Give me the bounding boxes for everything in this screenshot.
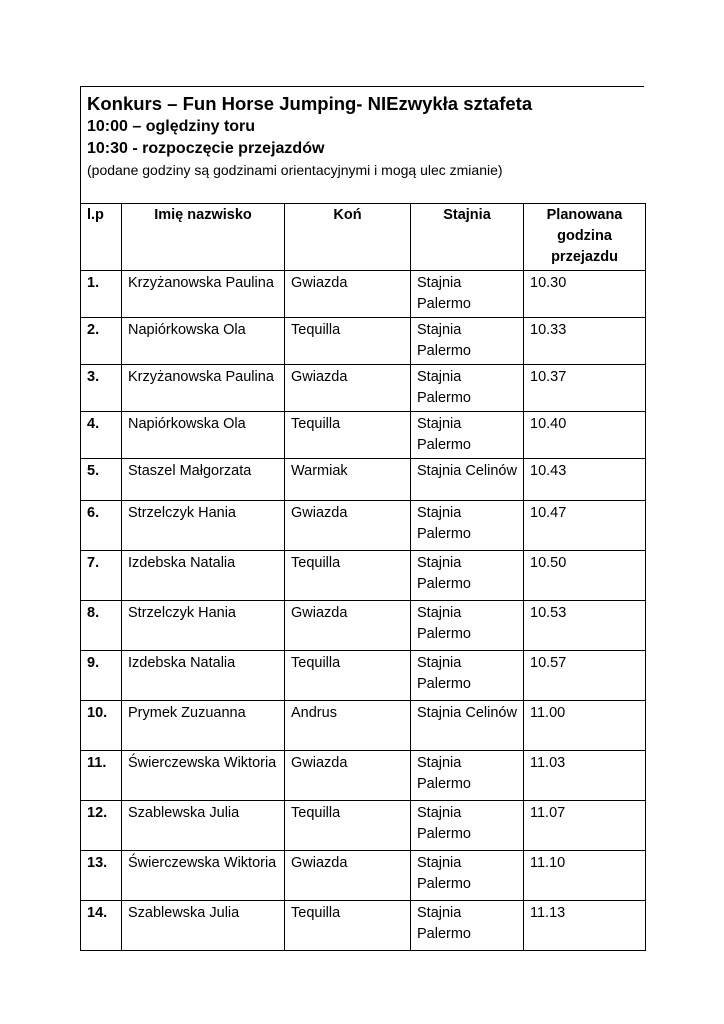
horse-name: Tequilla <box>285 551 411 601</box>
row-number: 10. <box>81 701 122 751</box>
horse-name: Gwiazda <box>285 365 411 412</box>
horse-name: Tequilla <box>285 318 411 365</box>
table-row <box>81 412 646 459</box>
row-number: 7. <box>81 551 122 601</box>
horse-name: Gwiazda <box>285 601 411 651</box>
stable-name: Stajnia Celinów <box>411 701 524 751</box>
stable-name: Stajnia Palermo <box>411 601 524 651</box>
rider-name: Prymek Zuzuanna <box>122 701 285 751</box>
stable-name: Stajnia Palermo <box>411 318 524 365</box>
stable-name: Stajnia Palermo <box>411 412 524 459</box>
table-row <box>81 365 646 412</box>
rider-name: Szablewska Julia <box>122 801 285 851</box>
stable-name: Stajnia Palermo <box>411 851 524 901</box>
row-number: 4. <box>81 412 122 459</box>
rider-name: Izdebska Natalia <box>122 551 285 601</box>
planned-time: 10.47 <box>524 501 646 551</box>
rider-name: Krzyżanowska Paulina <box>122 365 285 412</box>
horse-name: Tequilla <box>285 801 411 851</box>
rider-name: Strzelczyk Hania <box>122 601 285 651</box>
horse-name: Gwiazda <box>285 501 411 551</box>
horse-name: Tequilla <box>285 412 411 459</box>
row-number: 1. <box>81 271 122 318</box>
column-header-name: Imię nazwisko <box>122 204 285 271</box>
planned-time: 11.00 <box>524 701 646 751</box>
planned-time: 11.03 <box>524 751 646 801</box>
stable-name: Stajnia Palermo <box>411 501 524 551</box>
column-header-time-line: Planowana <box>546 207 623 223</box>
column-header-time-line: przejazdu <box>551 249 618 265</box>
row-number: 3. <box>81 365 122 412</box>
stable-name: Stajnia Celinów <box>411 459 524 501</box>
horse-name: Gwiazda <box>285 851 411 901</box>
row-number: 8. <box>81 601 122 651</box>
start-time: 10:30 - rozpoczęcie przejazdów <box>87 140 325 157</box>
planned-time: 11.13 <box>524 901 646 951</box>
table-row <box>81 751 646 801</box>
column-header-time-line: godzina <box>557 228 612 244</box>
planned-time: 10.40 <box>524 412 646 459</box>
row-number: 14. <box>81 901 122 951</box>
stable-name: Stajnia Palermo <box>411 651 524 701</box>
table-row <box>81 801 646 851</box>
schedule-table <box>80 203 646 951</box>
stable-name: Stajnia Palermo <box>411 365 524 412</box>
table-row <box>81 459 646 501</box>
table-row <box>81 701 646 751</box>
planned-time: 10.53 <box>524 601 646 651</box>
table-header-row <box>81 204 646 271</box>
column-header-lp: l.p <box>81 204 122 271</box>
stable-name: Stajnia Palermo <box>411 551 524 601</box>
rider-name: Strzelczyk Hania <box>122 501 285 551</box>
rider-name: Izdebska Natalia <box>122 651 285 701</box>
column-header-horse: Koń <box>285 204 411 271</box>
row-number: 2. <box>81 318 122 365</box>
stable-name: Stajnia Palermo <box>411 801 524 851</box>
table-row <box>81 271 646 318</box>
table-row <box>81 601 646 651</box>
stable-name: Stajnia Palermo <box>411 271 524 318</box>
inspection-time: 10:00 – oględziny toru <box>87 118 256 135</box>
horse-name: Gwiazda <box>285 271 411 318</box>
rider-name: Napiórkowska Ola <box>122 318 285 365</box>
column-header-time <box>524 204 646 271</box>
planned-time: 10.30 <box>524 271 646 318</box>
event-title: Konkurs – Fun Horse Jumping- NIEzwykła sztafeta <box>87 93 533 114</box>
planned-time: 10.57 <box>524 651 646 701</box>
table-row <box>81 551 646 601</box>
horse-name: Andrus <box>285 701 411 751</box>
rider-name: Świerczewska Wiktoria <box>122 751 285 801</box>
rider-name: Krzyżanowska Paulina <box>122 271 285 318</box>
rider-name: Szablewska Julia <box>122 901 285 951</box>
planned-time: 10.33 <box>524 318 646 365</box>
planned-time: 10.37 <box>524 365 646 412</box>
table-row <box>81 901 646 951</box>
horse-name: Warmiak <box>285 459 411 501</box>
planned-time: 11.07 <box>524 801 646 851</box>
table-row <box>81 851 646 901</box>
planned-time: 10.43 <box>524 459 646 501</box>
row-number: 11. <box>81 751 122 801</box>
stable-name: Stajnia Palermo <box>411 901 524 951</box>
table-row <box>81 501 646 551</box>
row-number: 6. <box>81 501 122 551</box>
row-number: 12. <box>81 801 122 851</box>
rider-name: Staszel Małgorzata <box>122 459 285 501</box>
table-row <box>81 651 646 701</box>
horse-name: Tequilla <box>285 651 411 701</box>
column-header-stable: Stajnia <box>411 204 524 271</box>
horse-name: Tequilla <box>285 901 411 951</box>
row-number: 13. <box>81 851 122 901</box>
planned-time: 11.10 <box>524 851 646 901</box>
stable-name: Stajnia Palermo <box>411 751 524 801</box>
horse-name: Gwiazda <box>285 751 411 801</box>
row-number: 9. <box>81 651 122 701</box>
rider-name: Napiórkowska Ola <box>122 412 285 459</box>
planned-time: 10.50 <box>524 551 646 601</box>
row-number: 5. <box>81 459 122 501</box>
table-row <box>81 318 646 365</box>
event-header <box>80 86 644 203</box>
rider-name: Świerczewska Wiktoria <box>122 851 285 901</box>
times-disclaimer: (podane godziny są godzinami orientacyjnymi i mogą ulec zmianie) <box>87 162 503 178</box>
